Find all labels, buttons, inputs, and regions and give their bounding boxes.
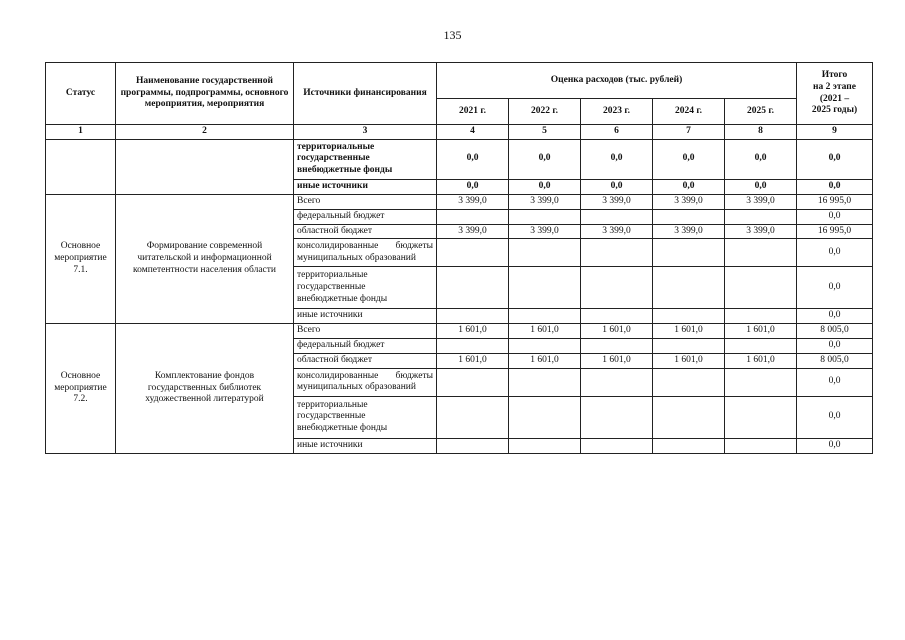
value-cell: 3 399,0	[509, 194, 581, 209]
table-row	[46, 324, 873, 339]
status-cell: Основное мероприятие 7.1.	[46, 194, 116, 324]
table-row	[46, 194, 873, 209]
name-cell: Комплектование фондов государственных библиотек художественной литературой	[116, 324, 294, 454]
source-territorial: территориальные государственные внебюджетные фонды	[294, 396, 437, 438]
col-number: 7	[653, 125, 725, 140]
value-cell: 3 399,0	[581, 224, 653, 239]
value-cell: 0,0	[581, 139, 653, 179]
value-cell: 3 399,0	[725, 194, 797, 209]
value-cell: 1 601,0	[437, 354, 509, 369]
value-cell: 3 399,0	[653, 194, 725, 209]
source-territorial: территориальные государственные внебюджетные фонды	[294, 267, 437, 309]
source-regional: областной бюджет	[294, 354, 437, 369]
value-cell: 0,0	[725, 139, 797, 179]
value-cell: 0,0	[797, 339, 873, 354]
source-total: Всего	[294, 194, 437, 209]
header-name: Наименование государственной программы, подпрограммы, основного мероприятия, мероприятия	[116, 63, 294, 125]
value-cell: 0,0	[797, 438, 873, 453]
source-territorial: территориальные государственные внебюджетные фонды	[294, 139, 437, 179]
col-number: 9	[797, 125, 873, 140]
col-number: 6	[581, 125, 653, 140]
value-cell: 0,0	[509, 139, 581, 179]
value-cell: 16 995,0	[797, 224, 873, 239]
status-cell	[46, 139, 116, 194]
value-cell: 1 601,0	[509, 354, 581, 369]
header-estimate: Оценка расходов (тыс. рублей)	[437, 63, 797, 99]
value-cell: 8 005,0	[797, 324, 873, 339]
name-cell: Формирование современной читательской и информационной компетентности населения области	[116, 194, 294, 324]
value-cell: 3 399,0	[725, 224, 797, 239]
value-cell: 0,0	[437, 179, 509, 194]
source-total: Всего	[294, 324, 437, 339]
value-cell: 3 399,0	[653, 224, 725, 239]
header-year: 2022 г.	[509, 99, 581, 125]
header-sources: Источники финансирования	[294, 63, 437, 125]
value-cell: 1 601,0	[653, 324, 725, 339]
value-cell: 0,0	[797, 309, 873, 324]
col-number: 4	[437, 125, 509, 140]
source-federal: федеральный бюджет	[294, 209, 437, 224]
value-cell: 0,0	[797, 209, 873, 224]
value-cell: 0,0	[797, 368, 873, 396]
value-cell: 0,0	[581, 179, 653, 194]
page-number: 135	[443, 28, 462, 42]
value-cell: 0,0	[797, 239, 873, 267]
value-cell: 0,0	[797, 179, 873, 194]
value-cell: 0,0	[797, 267, 873, 309]
value-cell: 1 601,0	[725, 354, 797, 369]
header-year: 2021 г.	[437, 99, 509, 125]
source-other: иные источники	[294, 309, 437, 324]
header-year: 2024 г.	[653, 99, 725, 125]
header-year: 2025 г.	[725, 99, 797, 125]
value-cell: 3 399,0	[509, 224, 581, 239]
value-cell: 0,0	[653, 179, 725, 194]
value-cell: 0,0	[725, 179, 797, 194]
value-cell: 1 601,0	[437, 324, 509, 339]
expenses-table	[45, 62, 873, 454]
status-cell: Основное мероприятие 7.2.	[46, 324, 116, 454]
value-cell: 0,0	[509, 179, 581, 194]
header-status: Статус	[46, 63, 116, 125]
source-other: иные источники	[294, 438, 437, 453]
value-cell: 16 995,0	[797, 194, 873, 209]
value-cell: 3 399,0	[581, 194, 653, 209]
value-cell: 0,0	[797, 396, 873, 438]
col-number: 8	[725, 125, 797, 140]
value-cell: 1 601,0	[581, 354, 653, 369]
header-total: Итого на 2 этапе (2021 – 2025 годы)	[797, 63, 873, 125]
value-cell: 3 399,0	[437, 224, 509, 239]
value-cell: 0,0	[797, 139, 873, 179]
name-cell	[116, 139, 294, 194]
value-cell: 0,0	[437, 139, 509, 179]
value-cell: 0,0	[653, 139, 725, 179]
source-municipal: консолидированные бюджеты муниципальных образований	[294, 368, 437, 396]
source-federal: федеральный бюджет	[294, 339, 437, 354]
value-cell: 8 005,0	[797, 354, 873, 369]
value-cell: 1 601,0	[725, 324, 797, 339]
source-regional: областной бюджет	[294, 224, 437, 239]
value-cell: 3 399,0	[437, 194, 509, 209]
col-number: 2	[116, 125, 294, 140]
value-cell: 1 601,0	[509, 324, 581, 339]
source-other: иные источники	[294, 179, 437, 194]
value-cell: 1 601,0	[653, 354, 725, 369]
col-number: 3	[294, 125, 437, 140]
col-number: 1	[46, 125, 116, 140]
value-cell: 1 601,0	[581, 324, 653, 339]
source-municipal: консолидированные бюджеты муниципальных образований	[294, 239, 437, 267]
header-year: 2023 г.	[581, 99, 653, 125]
table-row	[46, 139, 873, 179]
col-number: 5	[509, 125, 581, 140]
